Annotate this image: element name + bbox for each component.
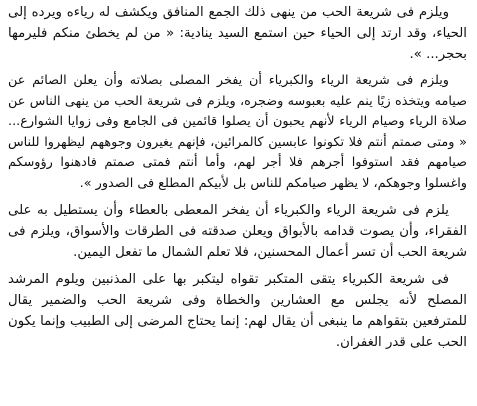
paragraph-1: ويلزم فى شريعة الحب من ينهى ذلك الجمع المنافق ويكشف له رياءه ويرده إلى الحياء، وقد ارتد إلى الحياء حين استمع السيد ينادية: « من لم يخطئ منكم فليرمها بحجر... ».: [8, 5, 467, 62]
paragraph-3: يلزم فى شريعة الرياء والكبرياء أن يفخر المعطى بالعطاء وأن يستطيل به على الفقراء، وأن يصوت قدامه بالأبواق ويعلن صدقته فى الطرقات والأسواق، ويلزم فى شريعة الحب أن تسر أعمال المحسنين، فلا تعلم الشمال ما تفعل اليمين.: [8, 203, 467, 260]
paragraph-4: فى شريعة الكبرياء يتقى المتكبر تقواه ليتكبر بها على المذنبين ويلوم المرشد المصلح لأنه يجلس مع العشارين والخطاة وفى شريعة الحب والضمير يقال للمترفعين بتقواهم ما ينبغى أن يقال لهم: إنما يحتاج المرضى إلى الطبيب وإنما يكون الحب على قدر الغفران.: [8, 272, 467, 350]
paragraph-2: ويلزم فى شريعة الرياء والكبرياء أن يفخر المصلى بصلاته وأن يعلن الصائم عن صيامه ويتخذه زيًا ينم عليه بعبوسه وضجره، ويلزم فى شريعة الحب من ينهى الناس عن صلاة الرياء وصيام الرياء لأنهم يحبون أن يصلوا قائمين فى الجامع وفى زوايا الشوارع... « ومتى صمتم أنتم فلا تكونوا عابسين كالمرائين، فإنهم يغيرون وجوههم ليظهروا للناس صيامهم فقد استوفوا أجرهم فلا أجر لهم، وأما أنتم فمتى صمتم فادهنوا رؤوسكم واغسلوا وجوهكم، لا يظهر صيامكم للناس بل لأبيكم المطلع فى الصدور ».: [8, 73, 467, 191]
